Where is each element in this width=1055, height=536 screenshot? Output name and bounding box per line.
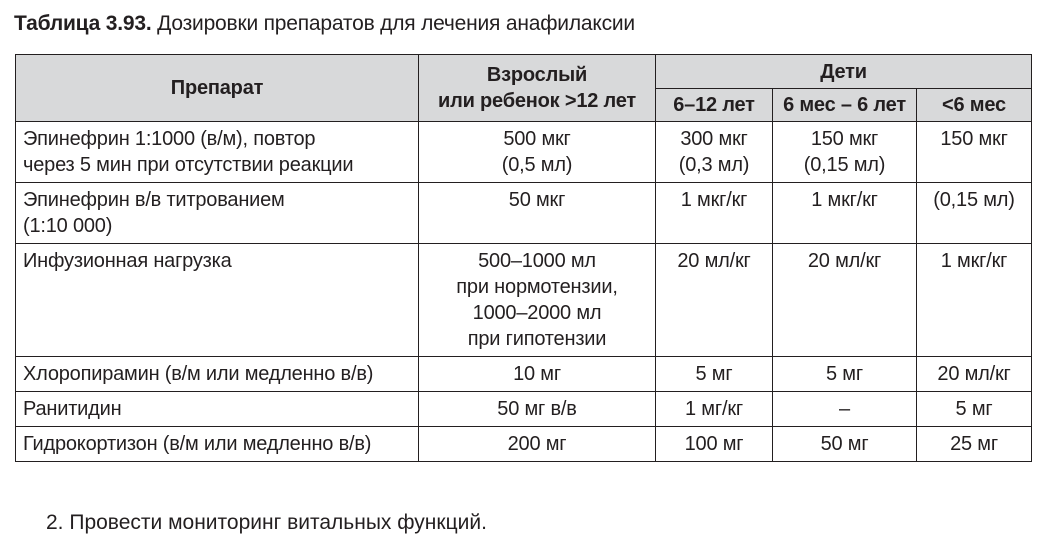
cell-drug [16, 357, 419, 392]
cell-line: 20 мл/кг [937, 363, 1011, 385]
cell-adult-dose [419, 392, 656, 427]
cell-drug [16, 392, 419, 427]
cell-line: 150 мкг [940, 128, 1008, 150]
cell-line: 200 мг [507, 433, 567, 455]
cell-line: 1000–2000 мл [472, 302, 602, 324]
table-caption [14, 12, 635, 36]
cell-line: (0,5 мл) [501, 154, 573, 176]
header-drug: Препарат [16, 55, 419, 122]
footer-text: 2. Провести мониторинг витальных функций. [46, 511, 487, 534]
dosage-table [15, 54, 1032, 462]
cell-line: (1:10 000) [23, 215, 113, 237]
cell-dose-6m-6 [773, 122, 917, 183]
header-age-lt6m: <6 мес [917, 89, 1032, 122]
cell-line: 50 мкг [508, 189, 566, 211]
cell-line: 300 мкг [680, 128, 748, 150]
cell-dose-6-12 [656, 244, 773, 357]
cell-line: Ранитидин [23, 398, 122, 420]
cell-dose-lt6m [917, 244, 1032, 357]
cell-line: (0,15 мл) [933, 189, 1015, 211]
cell-line: 1 мкг/кг [940, 250, 1008, 272]
cell-line: 1 мкг/кг [680, 189, 748, 211]
cell-line: 5 мг [826, 363, 863, 385]
cell-drug [16, 183, 419, 244]
cell-dose-6m-6 [773, 183, 917, 244]
table-row [16, 392, 1032, 427]
cell-dose-6m-6 [773, 392, 917, 427]
cell-drug [16, 427, 419, 462]
cell-dose-6m-6 [773, 427, 917, 462]
table-row [16, 357, 1032, 392]
cell-line: 5 мг [695, 363, 733, 385]
cell-dose-6-12 [656, 183, 773, 244]
cell-adult-dose [419, 357, 656, 392]
cell-line: Эпинефрин в/в титрованием [23, 189, 285, 211]
cell-line: 500 мкг [503, 128, 571, 150]
cell-line: Хлоропирамин (в/м или медленно в/в) [23, 363, 374, 385]
cell-dose-6m-6 [773, 244, 917, 357]
cell-line: 1 мг/кг [685, 398, 743, 420]
cell-dose-lt6m [917, 357, 1032, 392]
cell-line: 25 мг [950, 433, 998, 455]
cell-line: 20 мл/кг [677, 250, 751, 272]
cell-dose-lt6m [917, 122, 1032, 183]
cell-dose-6-12 [656, 122, 773, 183]
table-header-row [16, 55, 1032, 89]
cell-line: Эпинефрин 1:1000 (в/м), повтор [23, 128, 316, 150]
table-caption-label: Таблица 3.93. [14, 12, 152, 35]
cell-adult-dose [419, 183, 656, 244]
cell-adult-dose [419, 244, 656, 357]
cell-line: 20 мл/кг [807, 250, 882, 272]
table-row [16, 427, 1032, 462]
header-adult [419, 55, 656, 122]
header-age-6m-6: 6 мес – 6 лет [773, 89, 917, 122]
cell-line: 500–1000 мл [478, 250, 596, 272]
table-caption-title: Дозировки препаратов для лечения анафилаксии [151, 12, 635, 35]
header-children: Дети [656, 55, 1032, 89]
table-row [16, 244, 1032, 357]
cell-adult-dose [419, 427, 656, 462]
cell-line: 100 мг [684, 433, 744, 455]
cell-line: (0,15 мл) [803, 154, 886, 176]
cell-drug [16, 122, 419, 183]
cell-line: 5 мг [955, 398, 993, 420]
table-row [16, 122, 1032, 183]
cell-line: 50 мг в/в [497, 398, 577, 420]
cell-line: 50 мг [820, 433, 869, 455]
cell-drug [16, 244, 419, 357]
cell-line: – [839, 398, 850, 420]
cell-dose-6-12 [656, 357, 773, 392]
cell-line: 10 мг [513, 363, 561, 385]
cell-line: 150 мкг [810, 128, 879, 150]
cell-dose-lt6m [917, 392, 1032, 427]
cell-line: через 5 мин при отсутствии реакции [23, 154, 354, 176]
cell-line: 1 мкг/кг [811, 189, 878, 211]
header-age-6-12: 6–12 лет [656, 89, 773, 122]
cell-line: при нормотензии, [456, 276, 618, 298]
header-adult-line: Взрослый [486, 64, 588, 86]
table-row [16, 183, 1032, 244]
cell-dose-lt6m [917, 427, 1032, 462]
cell-line: при гипотензии [467, 328, 607, 350]
cell-line: Гидрокортизон (в/м или медленно в/в) [23, 433, 372, 455]
cell-line: Инфузионная нагрузка [23, 250, 232, 272]
cell-dose-lt6m [917, 183, 1032, 244]
cell-dose-6-12 [656, 427, 773, 462]
cell-line: (0,3 мл) [678, 154, 750, 176]
cell-dose-6-12 [656, 392, 773, 427]
header-adult-line: или ребенок >12 лет [437, 90, 637, 112]
cell-dose-6m-6 [773, 357, 917, 392]
cell-adult-dose [419, 122, 656, 183]
